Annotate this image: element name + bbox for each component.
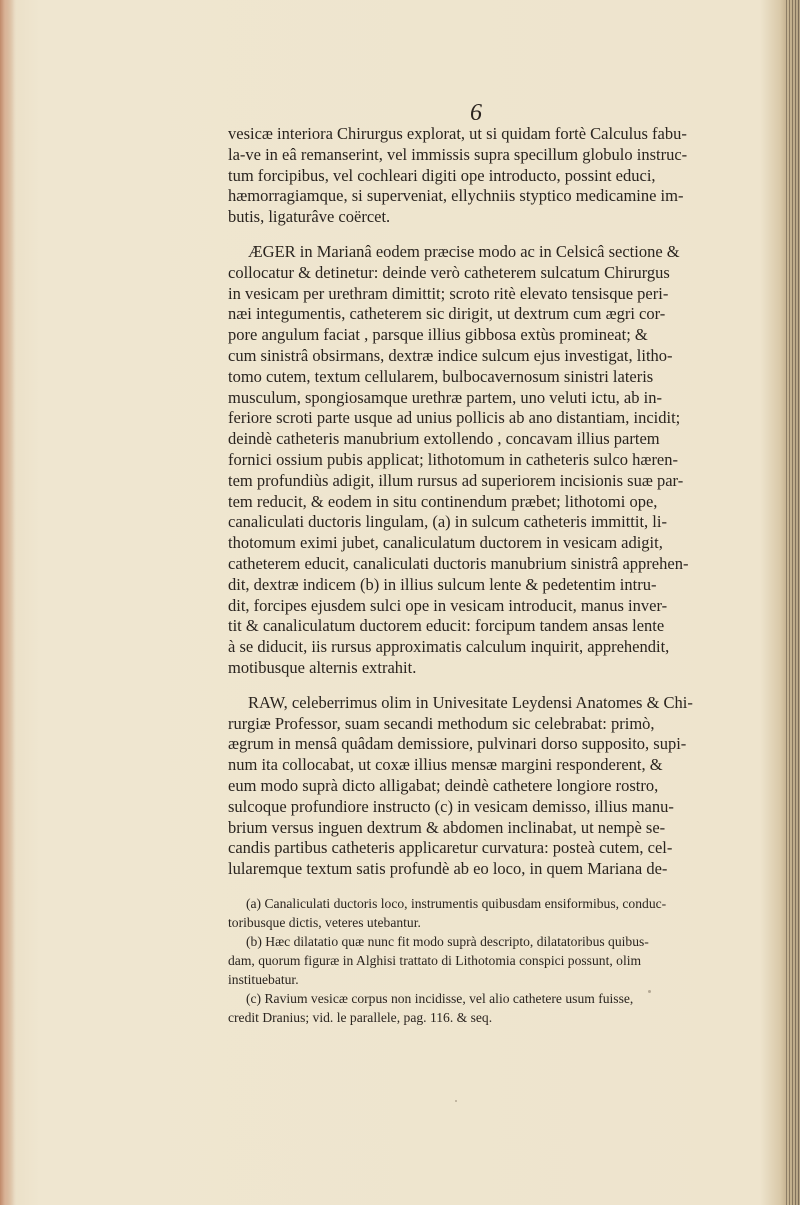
text-line: pore angulum faciat , parsque illius gibbosa extùs promineat; &	[228, 325, 648, 345]
text-line: thotomum eximi jubet, canaliculatum ductorem in vesicam adigit,	[228, 533, 663, 553]
text-line: tit & canaliculatum ductorem educit: forcipum tandem ansas lente	[228, 616, 665, 636]
footnote-line: (c) Ravium vesicæ corpus non incidisse, vel alio cathetere usum fuisse,	[246, 990, 634, 1006]
text-line: motibusque alternis extrahit.	[228, 657, 417, 677]
text-line: eum modo suprà dicto alligabat; deindè cathetere longiore rostro,	[228, 775, 659, 795]
text-line: RAW, celeberrimus olim in Univesitate Leydensi Anatomes & Chi-	[248, 692, 693, 712]
text-line: ægrum in mensâ quâdam demissiore, pulvinari dorso supposito, supi-	[228, 734, 687, 754]
text-line: in vesicam per urethram dimittit; scroto ritè elevato tensisque peri-	[228, 283, 669, 303]
text-line: tem profundiùs adigit, illum rursus ad superiorem incisionis suæ par-	[228, 470, 684, 490]
page-right-edge	[786, 0, 800, 1205]
footnote-line: toribusque dictis, veteres utebantur.	[228, 914, 421, 930]
text-line: catheterem educit, canaliculati ductoris manubrium sinistrâ apprehen-	[228, 553, 689, 573]
paper-speck	[648, 990, 651, 993]
text-line: tomo cutem, textum cellularem, bulbocavernosum sinistri lateris	[228, 366, 654, 386]
paragraph-3	[228, 693, 740, 880]
text-line: la-ve in eâ remanserint, vel immissis supra specillum globulo instruc-	[228, 144, 688, 164]
text-line: vesicæ interiora Chirurgus explorat, ut si quidam fortè Calculus fabu-	[228, 124, 687, 143]
text-line: hæmorragiamque, si superveniat, ellychniis styptico medicamine im-	[228, 186, 684, 206]
text-line: musculum, spongiosamque urethræ partem, uno veluti ictu, ab in-	[228, 387, 662, 407]
text-line: collocatur & detinetur: deinde verò catheterem sulcatum Chirurgus	[228, 262, 670, 282]
paragraph-2	[228, 242, 740, 679]
footnote-line: (b) Hæc dilatatio quæ nunc fit modo suprà descripto, dilatatoribus quibus-	[246, 933, 649, 949]
footnote-line: instituebatur.	[228, 971, 299, 987]
text-line: dit, forcipes ejusdem sulci ope in vesicam introducit, manus inver-	[228, 595, 668, 615]
text-line: deindè catheteris manubrium extollendo , concavam illius partem	[228, 429, 660, 449]
text-line: à se diducit, iis rursus approximatis calculum inquirit, apprehendit,	[228, 637, 670, 657]
text-line: rurgiæ Professor, suam secandi methodum sic celebrabat: primò,	[228, 713, 655, 733]
text-line: butis, ligaturâve coërcet.	[228, 207, 391, 227]
page-number: 6	[470, 100, 482, 126]
paragraph-1	[228, 124, 740, 228]
paper-speck	[455, 1100, 457, 1102]
footnote-line: credit Dranius; vid. le parallele, pag. 116. & seq.	[228, 1009, 493, 1025]
text-line: tem reducit, & eodem in situ continendum præbet; lithotomi ope,	[228, 491, 658, 511]
text-line: canaliculati ductoris lingulam, (a) in sulcum catheteris immittit, li-	[228, 512, 667, 532]
text-line: fornici ossium pubis applicat; lithotomum in catheteris sulco hæren-	[228, 449, 679, 469]
text-line: sulcoque profundiore instructo (c) in vesicam demisso, illius manu-	[228, 796, 674, 816]
text-line: cum sinistrâ obsirmans, dextræ indice sulcum ejus investigat, litho-	[228, 345, 673, 365]
page-left-edge	[0, 0, 16, 1205]
text-line: brium versus inguen dextrum & abdomen inclinabat, ut nempè se-	[228, 817, 666, 837]
text-line: tum forcipibus, vel cochleari digiti ope introducto, possint educi,	[228, 165, 656, 185]
text-line: lularemque textum satis profundè ab eo loco, in quem Mariana de-	[228, 859, 668, 879]
text-line: feriore scroti parte usque ad unius pollicis ab ano distantiam, incidit;	[228, 408, 681, 428]
footnote-line: (a) Canaliculati ductoris loco, instrumentis quibusdam ensiformibus, conduc-	[246, 895, 667, 911]
footnotes	[228, 894, 740, 1027]
text-line: ÆGER in Marianâ eodem præcise modo ac in Celsicâ sectione &	[248, 241, 680, 261]
main-text	[228, 124, 740, 1027]
footnote-line: dam, quorum figuræ in Alghisi trattato di Lithotomia conspici possunt, olim	[228, 952, 642, 968]
text-line: num ita collocabat, ut coxæ illius mensæ margini responderent, &	[228, 755, 663, 775]
text-line: candis partibus catheteris applicaretur curvatura: posteà cutem, cel-	[228, 838, 673, 858]
text-line: næi integumentis, catheterem sic dirigit, ut dextrum cum ægri cor-	[228, 304, 666, 324]
text-line: dit, dextræ indicem (b) in illius sulcum lente & pedetentim intru-	[228, 574, 657, 594]
